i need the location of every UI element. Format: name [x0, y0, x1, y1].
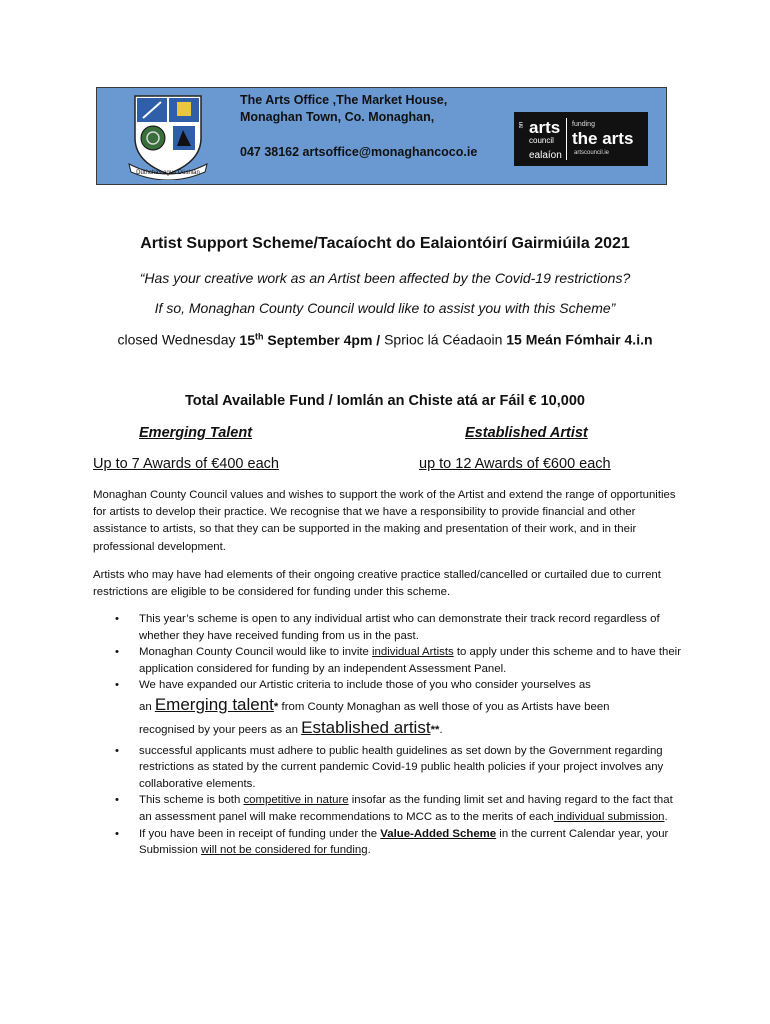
crest-motto: Dúthchas agus Dúshlán [136, 170, 200, 176]
total-fund: Total Available Fund / Iomlán an Chiste atá ar Fáil € 10,000 [185, 393, 585, 409]
closing-prefix: closed Wednesday [117, 331, 240, 348]
emerging-award: Up to 7 Awards of €400 each [93, 456, 279, 472]
list-item-text: . [367, 844, 371, 857]
list-item-text: If you have been in receipt of funding under the [139, 827, 381, 840]
closing-day: 15 [239, 331, 255, 348]
logo-funding: funding [572, 121, 595, 128]
closing-irish-prefix: Sprioc lá Céadaoin [380, 331, 507, 348]
list-item-text: successful applicants must adhere to public health guidelines as set down by the Government regarding restrictions as stated by the current pandemic Covid-19 public health policies if your project involves any collaborative elements. [139, 744, 664, 790]
established-award: up to 12 Awards of €600 each [419, 456, 611, 472]
established-artist-text: Established artist [301, 717, 431, 737]
quote-line-2: If so, Monaghan County Council would like to assist you with this Scheme” [154, 300, 616, 316]
bullet-icon: • [115, 679, 119, 692]
bullet-icon: • [115, 646, 119, 659]
page-title: Artist Support Scheme/Tacaíocht do Ealaiontóirí Gairmiúila 2021 [140, 235, 630, 252]
not-considered-text: will not be considered for funding [201, 844, 368, 857]
county-crest-icon [125, 92, 211, 180]
intro-paragraph: Monaghan County Council values and wishes to support the work of the Artist and extend the range of opportunities for artists to develop their practice. We recognise that we have a responsibility to provide financial and other assistance to artists, so that they can be supported in the making and presentation of their work, and in their professional development. [93, 489, 676, 553]
list-item-text: This year’s scheme is open to any individual artist who can demonstrate their track record regardless of whether they have received funding from us in the past. [139, 613, 660, 642]
closing-irish-date: 15 Meán Fómhair 4.i.n [506, 331, 653, 348]
logo-ealaion: ealaíon [529, 150, 562, 161]
list-item [93, 743, 683, 793]
list-item-text: in the current Calendar year, your Submission [139, 827, 669, 857]
logo-divider [566, 118, 567, 160]
list-item-text: . [439, 723, 443, 736]
list-item-text: insofar as the funding limit set and having regard to the fact that an assessment panel will make recommendations to MCC as to the merits of each [139, 794, 673, 823]
phone-email: 047 38162 artsoffice@monaghancoco.ie [240, 145, 478, 159]
bullet-icon: • [115, 827, 119, 840]
individual-submission-text: individual submission [553, 810, 665, 823]
contact-block [240, 92, 477, 161]
bullet-icon: • [115, 794, 119, 807]
competitive-text: competitive in nature [243, 794, 349, 807]
list-item-text: to apply under this scheme and to have their application considered for funding by an independent Assessment Panel. [139, 646, 682, 675]
logo-arts: arts [529, 118, 561, 137]
emerging-talent-text: Emerging talent [154, 694, 274, 714]
list-item-text: recognised by your peers as an [139, 723, 302, 736]
arts-council-logo [514, 112, 648, 166]
closing-date-rest: September 4pm / [263, 331, 381, 348]
established-stars: ** [430, 723, 440, 736]
logo-url: artscouncil.ie [574, 150, 610, 156]
list-item-text: This scheme is both [139, 794, 244, 807]
list-item-text: . [664, 810, 668, 823]
closing-day-suffix: th [254, 331, 264, 341]
address-line-2: Monaghan Town, Co. Monaghan, [240, 110, 435, 124]
list-item-text: an [139, 700, 155, 713]
value-added-scheme-text: Value-Added Scheme [380, 827, 497, 840]
individual-artists-text: individual Artists [372, 646, 454, 659]
list-item [93, 677, 683, 738]
established-artist-heading: Established Artist [465, 425, 588, 441]
list-item [93, 792, 683, 825]
emerging-talent-heading: Emerging Talent [139, 425, 253, 441]
list-item [93, 611, 683, 644]
logo-an: an [518, 121, 525, 129]
quote-line-1: “Has your creative work as an Artist been affected by the Covid-19 restrictions? [139, 270, 631, 286]
header-banner [96, 87, 667, 185]
list-item [93, 826, 683, 859]
bullet-icon: • [115, 744, 119, 757]
list-item [93, 644, 683, 677]
logo-council: council [529, 136, 554, 145]
logo-the-arts: the arts [572, 129, 634, 148]
criteria-list [93, 611, 683, 859]
emerging-star: * [273, 700, 279, 713]
eligibility-paragraph: Artists who may have had elements of their ongoing creative practice stalled/cancelled or curtailed due to current restrictions are eligible to be considered for funding under this scheme. [93, 569, 661, 599]
list-item-text: from County Monaghan as well those of you as Artists have been [278, 700, 610, 713]
bullet-icon: • [115, 613, 119, 625]
list-item-text: We have expanded our Artistic criteria to include those of you who consider yourselves as [139, 679, 591, 692]
list-item-text: Monaghan County Council would like to invite [139, 646, 373, 659]
closing-date [0, 331, 770, 348]
address-line-1: The Arts Office ,The Market House, [240, 93, 448, 107]
